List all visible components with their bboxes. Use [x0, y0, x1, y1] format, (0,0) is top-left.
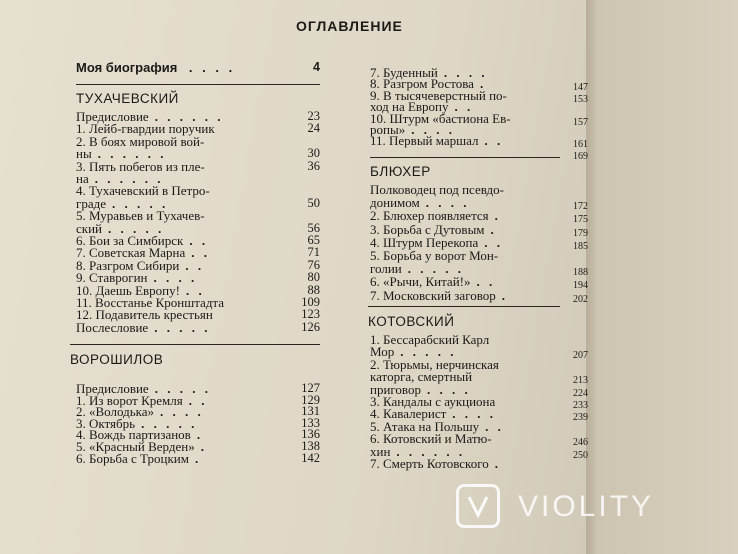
toc-entry-page: 188 — [573, 267, 588, 279]
toc-entry-page: 250 — [573, 449, 588, 461]
toc-entry-page: 30 — [307, 146, 320, 161]
toc-entry-title: 2. Тюрьмы, нерчинская — [370, 356, 499, 372]
section-heading-blyukher: БЛЮХЕР — [370, 164, 431, 179]
toc-entry-page: 36 — [307, 158, 320, 173]
toc-entry-page: 179 — [573, 227, 588, 239]
toc-entry-title: донимом — [370, 195, 420, 211]
leader-dots: . — [494, 208, 501, 224]
toc-entry-title: 5. Муравьев и Тухачев- — [76, 208, 205, 224]
toc-entry-title: 6. «Рычи, Китай!» — [370, 274, 471, 290]
toc-entry-title: на — [76, 171, 89, 186]
toc-entry-page: 88 — [307, 282, 320, 297]
leader-dots: . . — [484, 133, 504, 149]
leader-dots: . . . . . — [112, 195, 169, 211]
toc-entry-title: 4. Вождь партизанов — [76, 427, 191, 443]
toc-entry-page: 185 — [573, 240, 588, 252]
toc-entry-title: Мор — [370, 344, 395, 360]
section-heading-kotovsky: КОТОВСКИЙ — [368, 314, 455, 329]
leader-dots: . . . . — [443, 65, 488, 80]
toc-entry-title: 2. В боях мировой вой- — [76, 133, 205, 149]
toc-entry-title: 1. Лейб-гвардии поручик — [76, 121, 215, 137]
toc-entry-page: 23 — [307, 109, 320, 123]
toc-entry-title: хин — [370, 443, 391, 459]
toc-entry-title: Предисловие — [76, 109, 149, 124]
leader-dots: . — [501, 287, 509, 303]
toc-entry-page: 56 — [307, 220, 320, 235]
leader-dots: . . . . . . — [97, 146, 167, 162]
toc-entry-title: 10. Штурм «бастиона Ев- — [370, 110, 511, 126]
leader-dots: . . — [188, 392, 208, 408]
toc-entry-title: голии — [370, 261, 402, 277]
toc-entry-page: 126 — [301, 319, 320, 334]
toc-entry-title: 9. В тысячеверстный по- — [370, 87, 507, 103]
toc-entry-page: 127 — [301, 381, 320, 395]
toc-entry-page: 224 — [573, 387, 588, 399]
toc-entry-title: 1. Из ворот Кремля — [76, 392, 183, 408]
toc-entry — [370, 457, 560, 470]
leader-dots: . — [490, 221, 497, 237]
toc-entry-page: 133 — [301, 415, 320, 430]
toc-entry-title: 9. Ставрогин — [76, 270, 148, 286]
biography-label: Моя биография — [76, 60, 178, 75]
toc-entry-page: 213 — [573, 375, 588, 387]
toc-entry — [370, 183, 560, 196]
leader-dots: . . — [485, 418, 504, 434]
toc-entry-title: Предисловие — [76, 381, 149, 396]
leader-dots: . . . . . — [154, 319, 211, 335]
toc-entry-page: 142 — [301, 450, 320, 465]
leader-dots: . . . . . . — [154, 109, 224, 124]
toc-entry-page: 76 — [307, 257, 320, 272]
leader-dots: . . . . — [153, 270, 198, 286]
toc-entry-page: 175 — [573, 214, 588, 226]
toc-entry-title: 12. Подавитель крестьян — [76, 307, 213, 323]
toc-entry-title: 4. Кавалерист — [370, 406, 447, 422]
toc-entry-page: 65 — [307, 233, 320, 247]
leader-dots: . . . . . — [400, 344, 457, 360]
toc-entry-page: 153 — [573, 93, 588, 105]
section-heading-tukhachevsky: ТУХАЧЕВСКИЙ — [76, 91, 179, 106]
toc-entry — [370, 333, 560, 346]
toc-entry-page: 239 — [573, 412, 588, 424]
toc-entry — [370, 262, 560, 275]
biography-entry — [76, 61, 320, 74]
page-title: ОГЛАВЛЕНИЕ — [296, 18, 403, 34]
toc-entry-title: ны — [76, 146, 92, 162]
toc-entry — [370, 236, 560, 249]
leader-dots: . . — [191, 245, 211, 261]
toc-entry-page: 24 — [307, 121, 320, 136]
toc-entry-title: Полководец под псевдо- — [370, 182, 504, 197]
toc-entry-page: 147 — [573, 82, 588, 94]
toc-entry-title: 3. Октябрь — [76, 415, 136, 431]
leader-dots: . . — [185, 282, 205, 298]
leader-dots: . . — [476, 274, 496, 290]
toc-entry-title: 3. Пять побегов из пле- — [76, 158, 205, 174]
toc-entry-title: граде — [76, 195, 106, 211]
toc-entry-page: 157 — [573, 116, 588, 128]
leader-dots: . . — [189, 233, 209, 248]
toc-entry-title: 8. Разгром Ростова — [370, 76, 474, 92]
toc-entry — [76, 452, 320, 465]
toc-entry — [370, 275, 560, 288]
toc-entry-title: 7. Советская Марна — [76, 245, 186, 261]
watermark-logo-icon — [456, 484, 500, 528]
toc-entry-title: 6. Котовский и Матю- — [370, 431, 492, 447]
leader-dots: . . . . . — [407, 261, 464, 277]
toc-entry-title: Послесловие — [76, 319, 149, 335]
toc-entry-page: 71 — [307, 245, 320, 260]
leader-dots: . . . . — [452, 406, 497, 422]
leader-dots: . . . . . — [154, 381, 211, 396]
toc-entry — [370, 209, 560, 222]
toc-entry — [76, 321, 320, 334]
section-rule — [370, 157, 560, 158]
leader-dots: . — [494, 456, 501, 471]
leader-dots: . . . . — [160, 404, 204, 420]
page-fold — [586, 0, 738, 554]
section-rule — [368, 306, 560, 307]
toc-entry-page: 202 — [573, 293, 588, 305]
toc-entry-title: 11. Первый маршал — [370, 133, 479, 149]
leader-dots: . . . . . . — [94, 171, 164, 186]
toc-entry-title: 3. Кандалы с аукциона — [370, 394, 496, 409]
toc-entry — [370, 249, 560, 262]
leader-dots: . . . . . — [108, 220, 165, 236]
toc-entry-title: 3. Борьба с Дутовым — [370, 221, 485, 237]
watermark-text: VIOLITY — [518, 490, 655, 523]
toc-entry-title: 2. Блюхер появляется — [370, 208, 489, 224]
toc-entry-title: 7. Смерть Котовского — [370, 456, 489, 471]
toc-entry-title: 5. «Красный Верден» — [76, 439, 195, 454]
toc-entry-title: 6. Борьба с Троцким — [76, 450, 189, 466]
section-rule — [70, 344, 320, 345]
watermark — [456, 484, 736, 534]
toc-entry-page: 172 — [573, 201, 588, 213]
toc-entry-title: 1. Бессарабский Карл — [370, 332, 490, 347]
toc-entry-title: 10. Даешь Европу! — [76, 282, 180, 298]
leader-dots: . . . . — [188, 60, 236, 75]
toc-entry-page: 246 — [573, 437, 588, 449]
toc-entry-page: 233 — [573, 400, 588, 411]
toc-entry-title: 4. Штурм Перекопа — [370, 234, 479, 250]
toc-entry-page: 136 — [301, 427, 320, 442]
toc-entry-page: 169 — [573, 150, 588, 162]
toc-entry-title: ропы» — [370, 122, 406, 137]
toc-entry-title: ход на Европу — [370, 99, 449, 115]
leader-dots: . . . . — [426, 381, 471, 397]
leader-dots: . . — [454, 99, 474, 115]
leader-dots: . . . . . . — [396, 443, 466, 459]
leader-dots: . . . . . — [141, 415, 198, 431]
toc-entry-page: 123 — [301, 307, 320, 322]
leader-dots: . — [196, 427, 204, 443]
toc-entry-page: 138 — [301, 439, 320, 453]
toc-entry-title: 7. Московский заговор — [370, 287, 496, 303]
toc-entry-page: 80 — [307, 270, 320, 285]
toc-entry-page: 129 — [301, 392, 320, 407]
toc-entry-title: 7. Буденный — [370, 65, 438, 80]
leader-dots: . — [200, 439, 207, 454]
toc-entry — [370, 289, 560, 302]
toc-entry-page: 194 — [573, 280, 588, 292]
section-rule — [76, 84, 320, 85]
toc-entry-page: 109 — [301, 295, 320, 309]
toc-entry-title: каторга, смертный — [370, 369, 473, 385]
toc-entry-title: 8. Разгром Сибири — [76, 257, 180, 273]
toc-entry-title: 4. Тухачевский в Петро- — [76, 183, 210, 199]
toc-entry — [370, 196, 560, 209]
leader-dots: . . . . — [425, 195, 470, 211]
toc-entry-title: 2. «Володька» — [76, 404, 155, 420]
leader-dots: . — [479, 76, 487, 92]
toc-entry-title: 5. Борьба у ворот Мон- — [370, 248, 499, 263]
toc-entry-page: 161 — [573, 139, 588, 151]
leader-dots: . . — [484, 234, 503, 250]
toc-entry — [370, 223, 560, 236]
leader-dots: . — [194, 450, 202, 466]
section-heading-voroshilov: ВОРОШИЛОВ — [70, 352, 164, 367]
toc-entry-title: 11. Восстанье Кронштадта — [76, 295, 225, 310]
toc-entry-page: 131 — [301, 404, 320, 419]
toc-entry-title: 6. Бои за Симбирск — [76, 233, 184, 248]
biography-page: 4 — [313, 60, 320, 74]
toc-entry-title: приговор — [370, 381, 421, 397]
toc-entry-title: 5. Атака на Польшу — [370, 418, 480, 434]
toc-entry-page: 50 — [307, 195, 320, 210]
leader-dots: . . . . — [411, 122, 455, 137]
toc-entry-page: 207 — [573, 350, 588, 362]
toc-entry-title: ский — [76, 220, 102, 236]
leader-dots: . . — [185, 257, 205, 273]
